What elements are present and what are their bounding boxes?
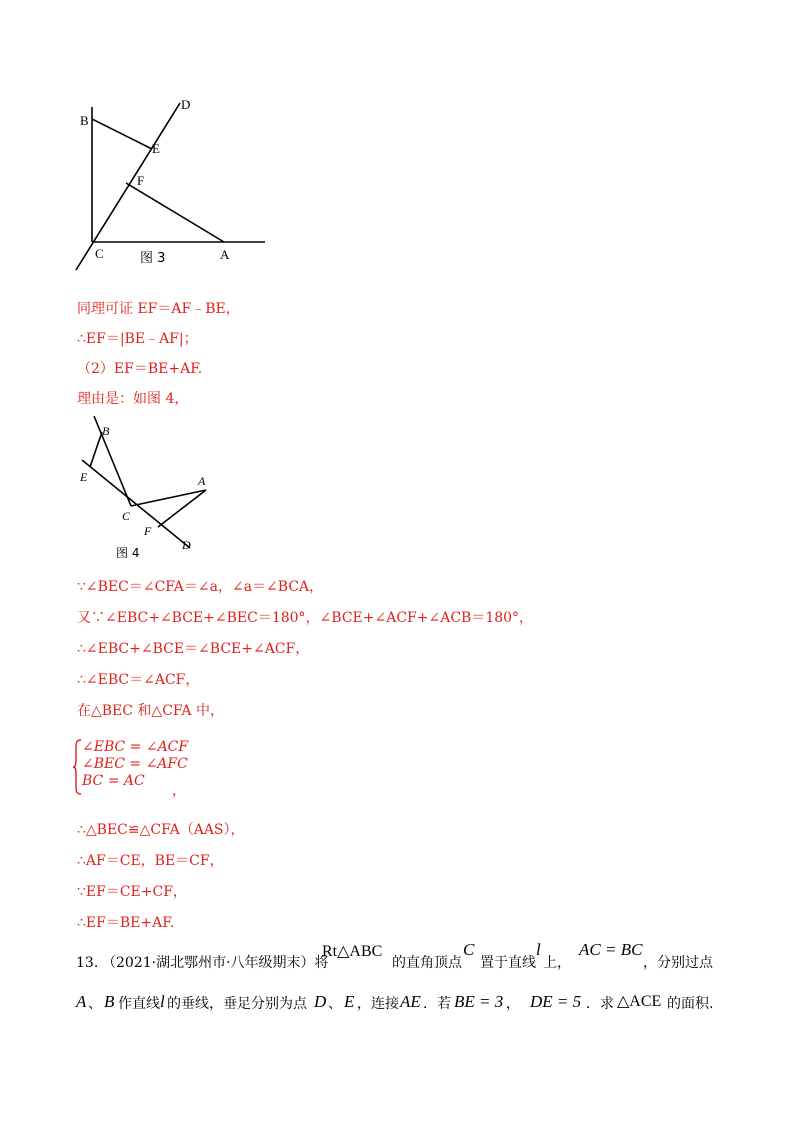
solution-line: ∴∠EBC＝∠ACF，: [77, 672, 200, 688]
figure-4-caption: 图 4: [116, 546, 140, 560]
solution-line: ∴△BEC≌△CFA（AAS），: [77, 822, 245, 838]
rt-triangle: Rt△ABC: [322, 943, 383, 960]
label-d: D: [182, 538, 191, 552]
label-b: B: [80, 113, 89, 128]
label-f: F: [137, 173, 145, 188]
solution-line: ∵EF＝CE+CF，: [77, 884, 187, 900]
left-brace: [72, 739, 82, 795]
solution-line: 同理可证 EF＝AF﹣BE，: [77, 301, 240, 317]
label-a: A: [198, 474, 206, 488]
label-a: A: [220, 247, 230, 262]
label-e: E: [152, 141, 160, 156]
solution-line: ∵∠BEC＝∠CFA＝∠a，∠a＝∠BCA，: [77, 579, 324, 595]
label-e: E: [80, 470, 88, 484]
label-b: B: [102, 424, 110, 438]
equation-ac-bc: AC = BC: [579, 940, 643, 959]
solution-line: ∴∠EBC+∠BCE＝∠BCE+∠ACF，: [77, 641, 310, 657]
system-equation: BC = AC: [82, 773, 145, 789]
label-d: D: [181, 97, 191, 112]
line-l: [82, 460, 190, 548]
system-suffix: ，: [172, 783, 186, 799]
problem-source: （2021·湖北鄂州市·八年级期末）将: [102, 955, 329, 971]
figure-3: [60, 95, 280, 275]
segment-fa: [126, 183, 224, 242]
vertex-c: C: [463, 940, 475, 959]
figure-3-caption: 图 3: [140, 251, 166, 266]
solution-line: ∴AF＝CE，BE＝CF，: [77, 853, 224, 869]
problem-13-line-1: 13. （2021·湖北鄂州市·八年级期末）将 Rt△ABC 的直角顶点 C 置于直线 l 上， AC = BC ，分别过点: [76, 940, 713, 971]
solution-line: 在△BEC 和△CFA 中，: [77, 703, 224, 719]
problem-13-line-2: A 、 B 作直线 l 的垂线，垂足分别为点 D 、 E ，连接 AE ．若 BE = 3 ， DE = 5 ．求 △ACE 的面积.: [76, 992, 714, 1012]
segment-bc: [94, 416, 131, 506]
label-f: F: [144, 524, 152, 538]
figure-4: [72, 414, 222, 564]
label-c: C: [122, 509, 131, 523]
system-equation: ∠BEC = ∠AFC: [82, 756, 188, 772]
problem-number: 13.: [76, 955, 99, 971]
segment-be: [90, 432, 102, 467]
solution-line: 理由是：如图 4，: [77, 391, 189, 407]
solution-line: （2）EF＝BE+AF.: [77, 361, 203, 377]
system-equation: ∠EBC = ∠ACF: [82, 739, 189, 755]
solution-line: ∴EF＝|BE﹣AF|；: [77, 331, 198, 347]
label-c: C: [95, 246, 104, 261]
line-l: l: [536, 940, 541, 959]
solution-line: ∴EF＝BE+AF.: [77, 915, 175, 931]
solution-line: 又∵∠EBC+∠BCE+∠BEC＝180°，∠BCE+∠ACF+∠ACB＝180°，: [77, 610, 534, 626]
segment-be: [92, 119, 152, 149]
